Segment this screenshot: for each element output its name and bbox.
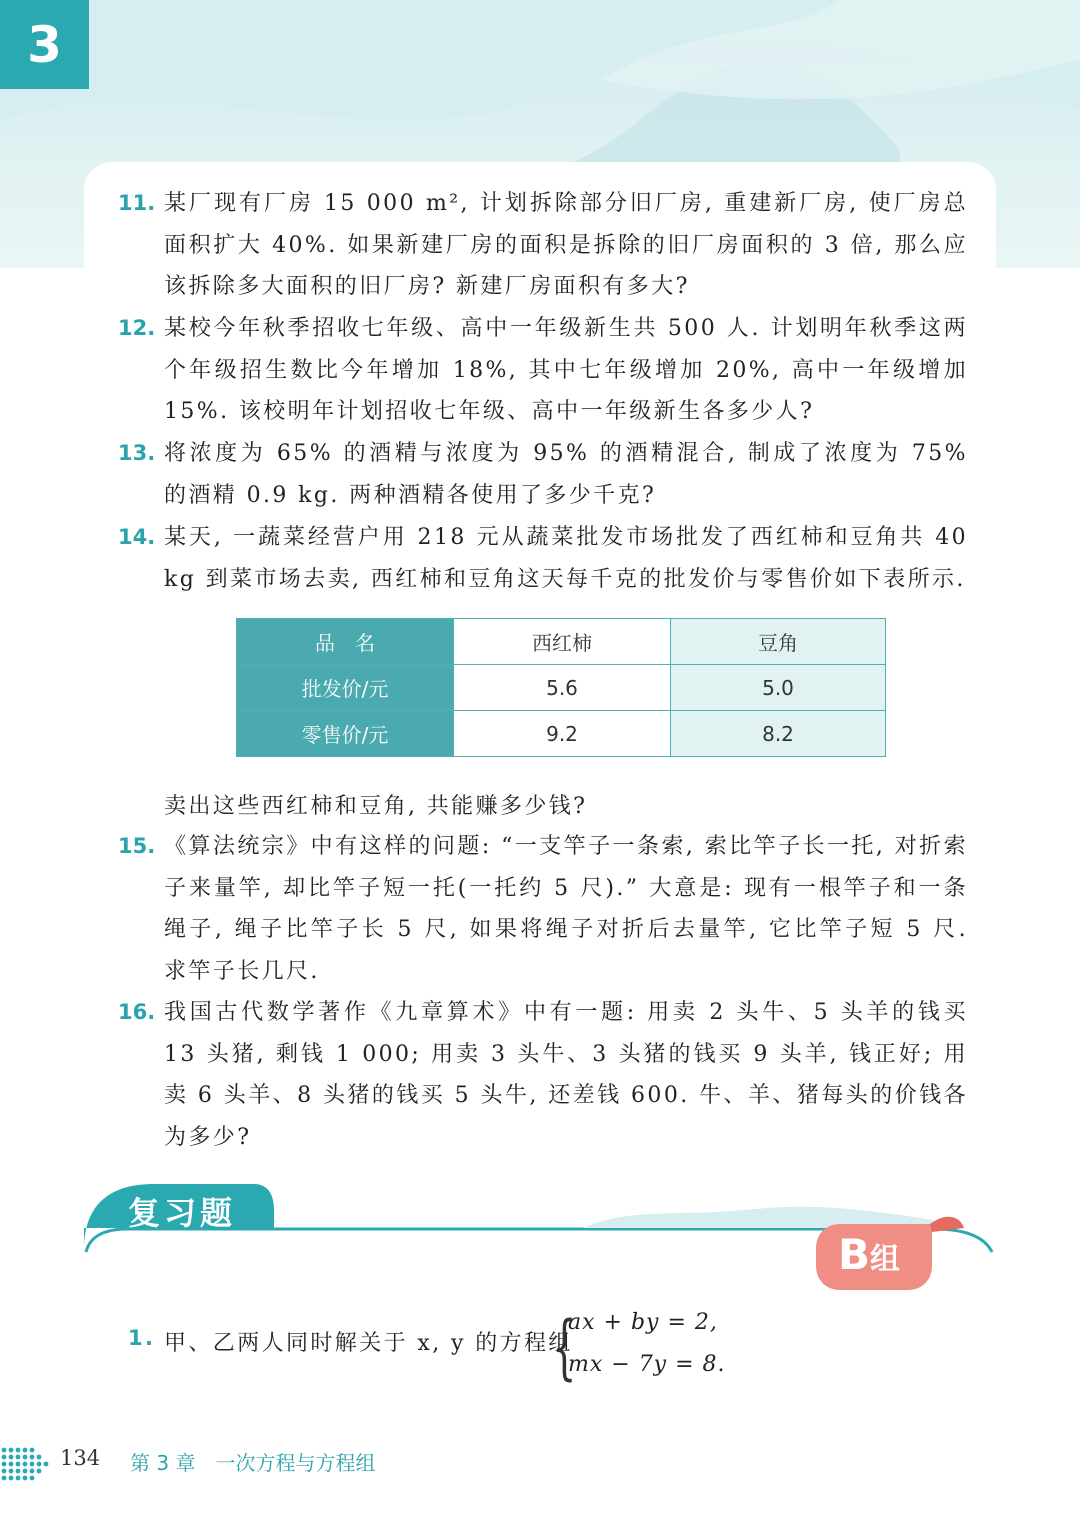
- problem-text: 某厂现有厂房 15 000 m², 计划拆除部分旧厂房, 重建新厂房, 使厂房总面积扩大 40%. 如果新建厂房的面积是拆除的旧厂房面积的 3 倍, 那么应该拆除多大面积的旧厂房? 新建厂房面积有多大?: [164, 191, 968, 299]
- table-cell: 豆角: [671, 619, 886, 665]
- problem-number: 16.: [118, 1000, 156, 1024]
- price-table: [236, 618, 886, 757]
- problem-16: [118, 992, 968, 1158]
- problem-text: 甲、乙两人同时解关于 x, y 的方程组: [164, 1331, 573, 1356]
- problem-11: [118, 183, 968, 308]
- chapter-title: 第 3 章 一次方程与方程组: [130, 1451, 376, 1475]
- group-char: 组: [870, 1242, 901, 1277]
- problem-number: 12.: [118, 316, 156, 340]
- problem-text: 某校今年秋季招收七年级、高中一年级新生共 500 人. 计划明年秋季这两个年级招生数比今年增加 18%, 其中七年级增加 20%, 高中一年级增加 15%. 该校明年计划招收七年级、高中一年级新生各多少人?: [164, 316, 968, 424]
- table-cell: 9.2: [454, 711, 671, 757]
- problem-number: 11.: [118, 191, 156, 215]
- problem-text: 某天, 一蔬菜经营户用 218 元从蔬菜批发市场批发了西红柿和豆角共 40 kg 到菜市场去卖, 西红柿和豆角这天每千克的批发价与零售价如下表所示.: [164, 525, 968, 592]
- problem-number: 13.: [118, 441, 156, 465]
- table-header-cell: 品 名: [237, 619, 454, 665]
- problem-13: [118, 433, 968, 516]
- table-cell: 5.6: [454, 665, 671, 711]
- problem-text: 将浓度为 65% 的酒精与浓度为 95% 的酒精混合, 制成了浓度为 75% 的酒精 0.9 kg. 两种酒精各使用了多少千克?: [164, 441, 968, 508]
- table-cell: 西红柿: [454, 619, 671, 665]
- table-row: [237, 665, 886, 711]
- problem-text: 《算法统宗》中有这样的问题: “一支竿子一条索, 索比竿子长一托, 对折索子来量竿, 却比竿子短一托(一托约 5 尺).” 大意是: 现有一根竿子和一条绳子, 绳子比竿子长 5 尺, 如果将绳子对折后去量竿, 它比竿子短 5 尺. 求竿子长几尺.: [164, 834, 968, 984]
- review-title: 复习题: [128, 1194, 237, 1232]
- group-badge: [838, 1230, 900, 1279]
- table-row: [237, 619, 886, 665]
- brace-symbol: {: [552, 1306, 578, 1388]
- problem-number: 1.: [128, 1326, 156, 1350]
- page-footer: [0, 1438, 1080, 1482]
- table-header-cell: 零售价/元: [237, 711, 454, 757]
- page-number: 134: [60, 1446, 101, 1470]
- dot-grid-icon: [0, 1438, 54, 1482]
- table-cell: 5.0: [671, 665, 886, 711]
- problem-12: [118, 308, 968, 433]
- table-header-cell: 批发价/元: [237, 665, 454, 711]
- group-letter: B: [838, 1230, 871, 1279]
- problem-number: 14.: [118, 525, 156, 549]
- problem-number: 15.: [118, 834, 156, 858]
- table-row: [237, 711, 886, 757]
- equation-2: mx − 7y = 8.: [568, 1352, 726, 1377]
- table-cell: 8.2: [671, 711, 886, 757]
- chapter-number-tab: 3: [0, 0, 89, 89]
- problem-text: 我国古代数学著作《九章算术》中有一题: 用卖 2 头牛、5 头羊的钱买 13 头猪, 剩钱 1 000; 用卖 3 头牛、3 头猪的钱买 9 头羊, 钱正好; 用卖 6 头羊、8 头猪的钱买 5 头牛, 还差钱 600. 牛、羊、猪每头的价钱各为多少?: [164, 1000, 968, 1150]
- problem-14-question: 卖出这些西红柿和豆角, 共能赚多少钱?: [164, 794, 588, 819]
- problem-15: [118, 826, 968, 992]
- equation-1: ax + by = 2,: [568, 1310, 718, 1335]
- problem-14: [118, 517, 968, 600]
